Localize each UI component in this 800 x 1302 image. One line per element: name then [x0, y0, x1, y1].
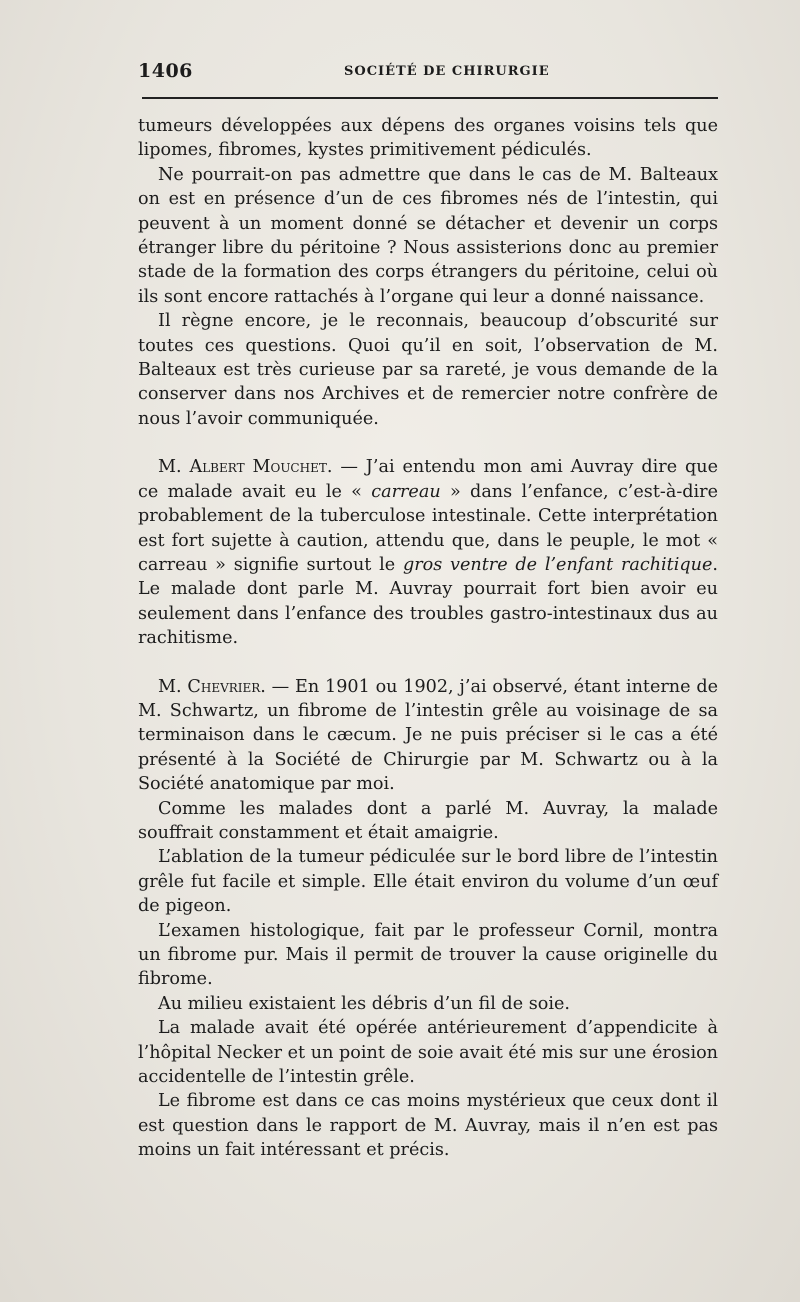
paragraph-silk-thread: Au milieu existaient les débris d’un fil de soie. — [158, 993, 570, 1014]
paragraph-conclusion: Il règne encore, je le reconnais, beaucoup d’obscurité sur toutes ces questions. Quoi qu’il en soit, l’observation de M. Balteaux est très curieuse par sa rareté, je vous demande de la conserver dans nos Archives et de remercier notre confrère de nous l’avoir communiquée. — [138, 311, 718, 429]
header-rule — [142, 97, 718, 99]
speaker-name: M. Chevrier. — [158, 676, 266, 697]
mouchet-text-3: . Le malade dont parle M. Auvray pourrait fort bien avoir eu seulement dans l’enfance des troubles gastro-intestinaux dus au rachitisme. — [138, 554, 718, 649]
running-title: SOCIÉTÉ DE CHIRURGIE — [344, 64, 550, 79]
page-header — [138, 58, 718, 90]
paragraph-final: Le fibrome est dans ce cas moins mystérieux que ceux dont il est question dans le rapport de M. Auvray, mais il n’en est pas moins un fait intéressant et précis. — [138, 1091, 718, 1161]
mouchet-text-1: — J’ai entendu mon ami Auvray dire que ce malade avait eu le « — [138, 457, 718, 502]
paragraph-prior-surgery: La malade avait été opérée antérieurement d’appendicite à l’hôpital Necker et un point de soie avait été mis sur une érosion accidentelle de l’intestin grêle. — [138, 1018, 718, 1088]
body-text — [138, 114, 718, 1163]
paragraph-ablation: L’ablation de la tumeur pédiculée sur le bord libre de l’intestin grêle fut facile et simple. Elle était environ du volume d’un œuf de pigeon. — [138, 847, 718, 917]
mouchet-italic-ventre: gros ventre de l’enfant rachitique — [402, 554, 713, 575]
paragraph-continuation: tumeurs développées aux dépens des organes voisins tels que lipomes, fibromes, kystes primitivement pédiculés. — [138, 116, 718, 161]
chevrier-text: — En 1901 ou 1902, j’ai observé, étant interne de M. Schwartz, un fibrome de l’intestin grêle au voisinage de sa terminaison dans le cæcum. Je ne puis préciser si le cas a été présenté à la Société de Chirurgie par M. Schwartz ou à la Société anatomique par moi. — [138, 676, 718, 795]
mouchet-text-2: » dans l’enfance, c’est-à-dire probablement de la tuberculose intestinale. Cette interprétation est fort sujette à caution, attendu que, dans le peuple, le mot « carreau » signifie surtout le — [138, 481, 718, 575]
speaker-name: M. Albert Mouchet. — [158, 457, 333, 478]
page-number: 1406 — [138, 60, 193, 82]
paragraph-histology: L’examen histologique, fait par le professeur Cornil, montra un fibrome pur. Mais il permit de trouver la cause originelle du fibrome. — [138, 920, 718, 990]
paragraph-chevrier — [138, 675, 718, 797]
paragraph-balteaux-hypothesis: Ne pourrait-on pas admettre que dans le cas de M. Balteaux on est en présence d’un de ces fibromes nés de l’intestin, qui peuvent à un moment donné se détacher et devenir un corps étranger libre du péritoine ? Nous assisterions donc au premier stade de la formation des corps étrangers du péritoine, celui où ils sont encore rattachés à l’organe qui leur a donné naissance. — [138, 164, 718, 307]
paragraph-symptoms: Comme les malades dont a parlé M. Auvray, la malade souffrait constamment et était amaigrie. — [138, 798, 718, 843]
mouchet-italic-carreau: carreau — [371, 481, 441, 502]
paragraph-mouchet — [138, 455, 718, 650]
